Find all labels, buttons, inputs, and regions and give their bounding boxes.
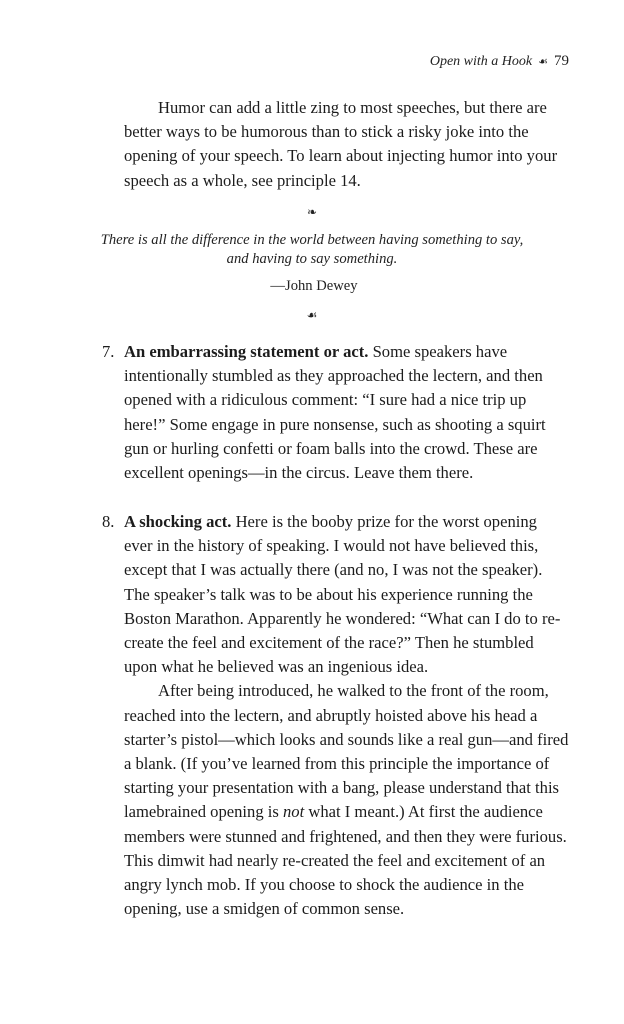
quote-ornament-top-icon: ❧ [306, 205, 318, 219]
list-item-body: Here is the booby prize for the worst opening ever in the history of speaking. I would not have believed this, except that I was actually there (and no, I was not the speaker). The speaker’s talk was to be about his experience running the Boston Marathon. Apparently he wondered: “What can I do to re-create the feel and excitement of the race?” Then he stumbled upon what he believed was an ingenious idea. [124, 512, 561, 677]
list-item-number: 7. [102, 342, 115, 361]
running-title: Open with a Hook [429, 54, 533, 69]
list-item-heading: A shocking act. [124, 512, 232, 531]
quote-ornament-bottom-icon: ☙ [306, 308, 318, 322]
list-item-number: 8. [102, 512, 115, 531]
list-item-text [124, 340, 569, 485]
page-number: 79 [554, 53, 569, 69]
emphasis-word: not [282, 802, 305, 822]
running-header [430, 53, 569, 70]
list-item-7 [102, 340, 569, 485]
list-item-8 [102, 510, 569, 921]
ornament-icon: ☙ [538, 56, 548, 68]
quote-attribution: —John Dewey [270, 278, 358, 294]
list-item-heading: An embarrassing statement or act. [124, 342, 369, 361]
continuation-text-end: what I meant.) At first the audience members were stunned and frightened, and then they were furious. This dimwit had nearly re-created the feel and excitement of an angry lynch mob. If you choose to shock the audience in the opening, use a smidgen of common sense. [124, 802, 567, 919]
intro-paragraph: Humor can add a little zing to most speeches, but there are better ways to be humorous than to stick a risky joke into the opening of your speech. To learn about injecting humor into your speech as a whole, see principle 14. [124, 98, 558, 190]
list-item-body: Some speakers have intentionally stumbled as they approached the lectern, and then opened with a ridiculous comment: “I sure had a nice trip up here!” Some engage in pure nonsense, such as shooting a squirt gun or hurling confetti or foam balls into the crowd. These are excellent openings—in the circus. Leave them there. [124, 342, 546, 483]
epigraph-quote: There is all the difference in the world between having something to say, and having to say something. [100, 232, 524, 267]
list-item-text [124, 510, 569, 679]
continuation-text-start: After being introduced, he walked to the front of the room, reached into the lectern, and abruptly hoisted above his head a starter’s pistol—which looks and sounds like a real gun—and fired a blank. (If you’ve learned from this principle the importance of starting your presentation with a bang, please understand that this lamebrained opening is [124, 681, 569, 822]
continuation-paragraph [124, 679, 569, 921]
